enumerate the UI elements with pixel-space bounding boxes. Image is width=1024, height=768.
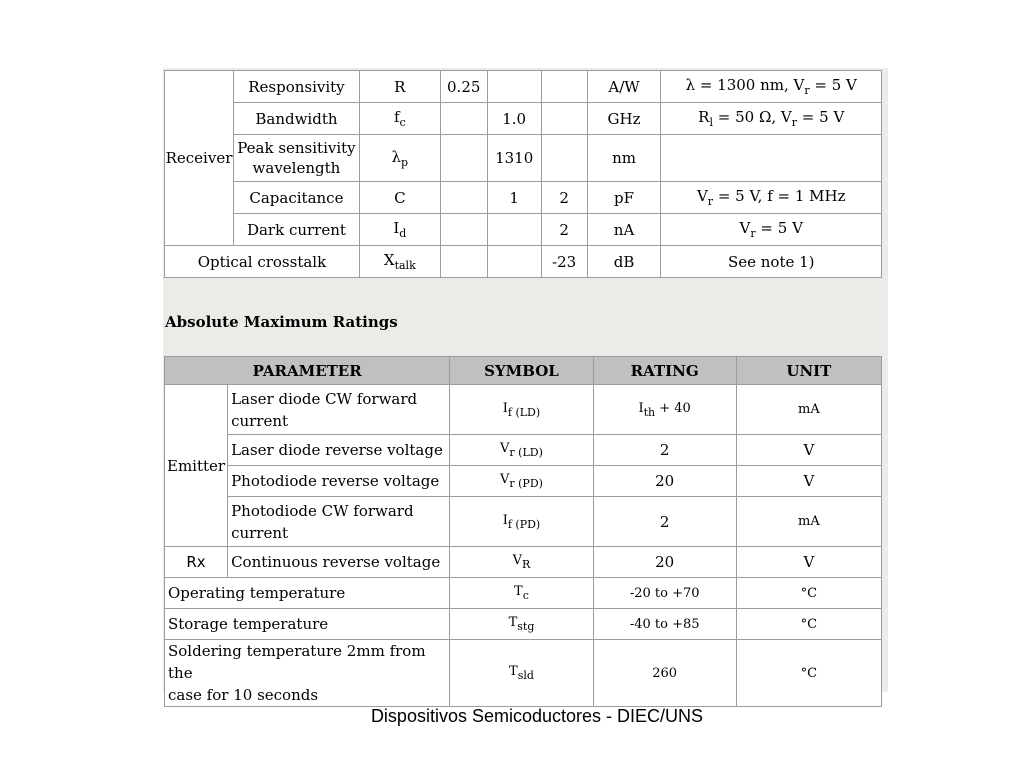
unit-cell: nm: [587, 135, 661, 182]
param-cell: Continuous reverse voltage: [228, 547, 450, 578]
header-rating: RATING: [593, 357, 736, 385]
typ-cell: [487, 246, 541, 278]
max-cell: -23: [541, 246, 587, 278]
symbol-cell: $I_{f (LD)}$: [450, 385, 593, 435]
param-cell: Optical crosstalk: [165, 246, 360, 278]
symbol-cell: $\lambda_p$: [359, 135, 440, 182]
table-row: [165, 497, 882, 547]
rating-cell: 2: [593, 435, 736, 466]
param-cell: Peak sensitivity wavelength: [233, 135, 359, 182]
section-title: Absolute Maximum Ratings: [165, 313, 398, 331]
symbol-cell: $I_{f (PD)}$: [450, 497, 593, 547]
symbol-cell: C: [359, 182, 440, 214]
table-row: [165, 71, 882, 103]
max-cell: 2: [541, 182, 587, 214]
table-row: [165, 246, 882, 278]
unit-cell: dB: [587, 246, 661, 278]
rating-cell: 20: [593, 547, 736, 578]
emitter-group-label: Emitter: [165, 385, 228, 547]
param-cell: Capacitance: [233, 182, 359, 214]
param-cell: Soldering temperature 2mm from the case for 10 seconds: [165, 640, 450, 707]
unit-cell: A/W: [587, 71, 661, 103]
condition-cell: $V_r = 5$ V: [661, 214, 882, 246]
symbol-cell: $X_{talk}$: [359, 246, 440, 278]
unit-cell: mA: [736, 385, 881, 435]
table-row: [165, 182, 882, 214]
min-cell: [440, 182, 487, 214]
table-row: [165, 640, 882, 707]
header-unit: UNIT: [736, 357, 881, 385]
condition-cell: $R_l = 50$ Ω, $V_r = 5$ V: [661, 103, 882, 135]
typ-cell: 1.0: [487, 103, 541, 135]
rx-group-label: Rx: [165, 547, 228, 578]
param-cell: Operating temperature: [165, 578, 450, 609]
param-cell: Storage temperature: [165, 609, 450, 640]
unit-cell: °C: [736, 578, 881, 609]
param-cell: Laser diode reverse voltage: [228, 435, 450, 466]
min-cell: [440, 103, 487, 135]
param-cell: Bandwidth: [233, 103, 359, 135]
table-row: [165, 435, 882, 466]
unit-cell: V: [736, 435, 881, 466]
typ-cell: 1310: [487, 135, 541, 182]
rating-cell: $I_{th} + 40$: [593, 385, 736, 435]
symbol-cell: $I_d$: [359, 214, 440, 246]
unit-cell: GHz: [587, 103, 661, 135]
condition-cell: See note 1): [661, 246, 882, 278]
typ-cell: 1: [487, 182, 541, 214]
rating-cell: 260: [593, 640, 736, 707]
symbol-cell: $T_c$: [450, 578, 593, 609]
min-cell: [440, 246, 487, 278]
typ-cell: [487, 71, 541, 103]
table-row: [165, 214, 882, 246]
unit-cell: °C: [736, 640, 881, 707]
max-cell: [541, 135, 587, 182]
unit-cell: pF: [587, 182, 661, 214]
symbol-cell: $f_c$: [359, 103, 440, 135]
table-row: [165, 466, 882, 497]
header-parameter: PARAMETER: [165, 357, 450, 385]
symbol-cell: $T_{sld}$: [450, 640, 593, 707]
condition-cell: [661, 135, 882, 182]
table-row: [165, 135, 882, 182]
symbol-cell: $V_R$: [450, 547, 593, 578]
condition-cell: λ = 1300 nm, $V_r = 5$ V: [661, 71, 882, 103]
table-row: [165, 609, 882, 640]
table-row: [165, 547, 882, 578]
absolute-max-ratings-table: [164, 356, 882, 707]
table-row: [165, 578, 882, 609]
typ-cell: [487, 214, 541, 246]
receiver-specs-table: [164, 70, 882, 278]
min-cell: [440, 214, 487, 246]
table-row: [165, 385, 882, 435]
param-cell: Responsivity: [233, 71, 359, 103]
unit-cell: V: [736, 466, 881, 497]
condition-cell: $V_r = 5$ V, f = 1 MHz: [661, 182, 882, 214]
unit-cell: mA: [736, 497, 881, 547]
slide-footer: Dispositivos Semicoductores - DIEC/UNS: [370, 706, 704, 726]
symbol-cell: $V_{r (LD)}$: [450, 435, 593, 466]
unit-cell: °C: [736, 609, 881, 640]
rating-cell: 20: [593, 466, 736, 497]
min-cell: 0.25: [440, 71, 487, 103]
unit-cell: nA: [587, 214, 661, 246]
rating-cell: 2: [593, 497, 736, 547]
max-cell: [541, 103, 587, 135]
param-cell: Dark current: [233, 214, 359, 246]
param-cell: Photodiode CW forward current: [228, 497, 450, 547]
unit-cell: V: [736, 547, 881, 578]
symbol-cell: $V_{r (PD)}$: [450, 466, 593, 497]
param-cell: Laser diode CW forward current: [228, 385, 450, 435]
symbol-cell: R: [359, 71, 440, 103]
max-cell: [541, 71, 587, 103]
rating-cell: -20 to +70: [593, 578, 736, 609]
param-cell: Photodiode reverse voltage: [228, 466, 450, 497]
receiver-group-label: Receiver: [165, 71, 234, 246]
header-symbol: SYMBOL: [450, 357, 593, 385]
symbol-cell: $T_{stg}$: [450, 609, 593, 640]
max-cell: 2: [541, 214, 587, 246]
min-cell: [440, 135, 487, 182]
header-row: [165, 357, 882, 385]
table-row: [165, 103, 882, 135]
rating-cell: -40 to +85: [593, 609, 736, 640]
